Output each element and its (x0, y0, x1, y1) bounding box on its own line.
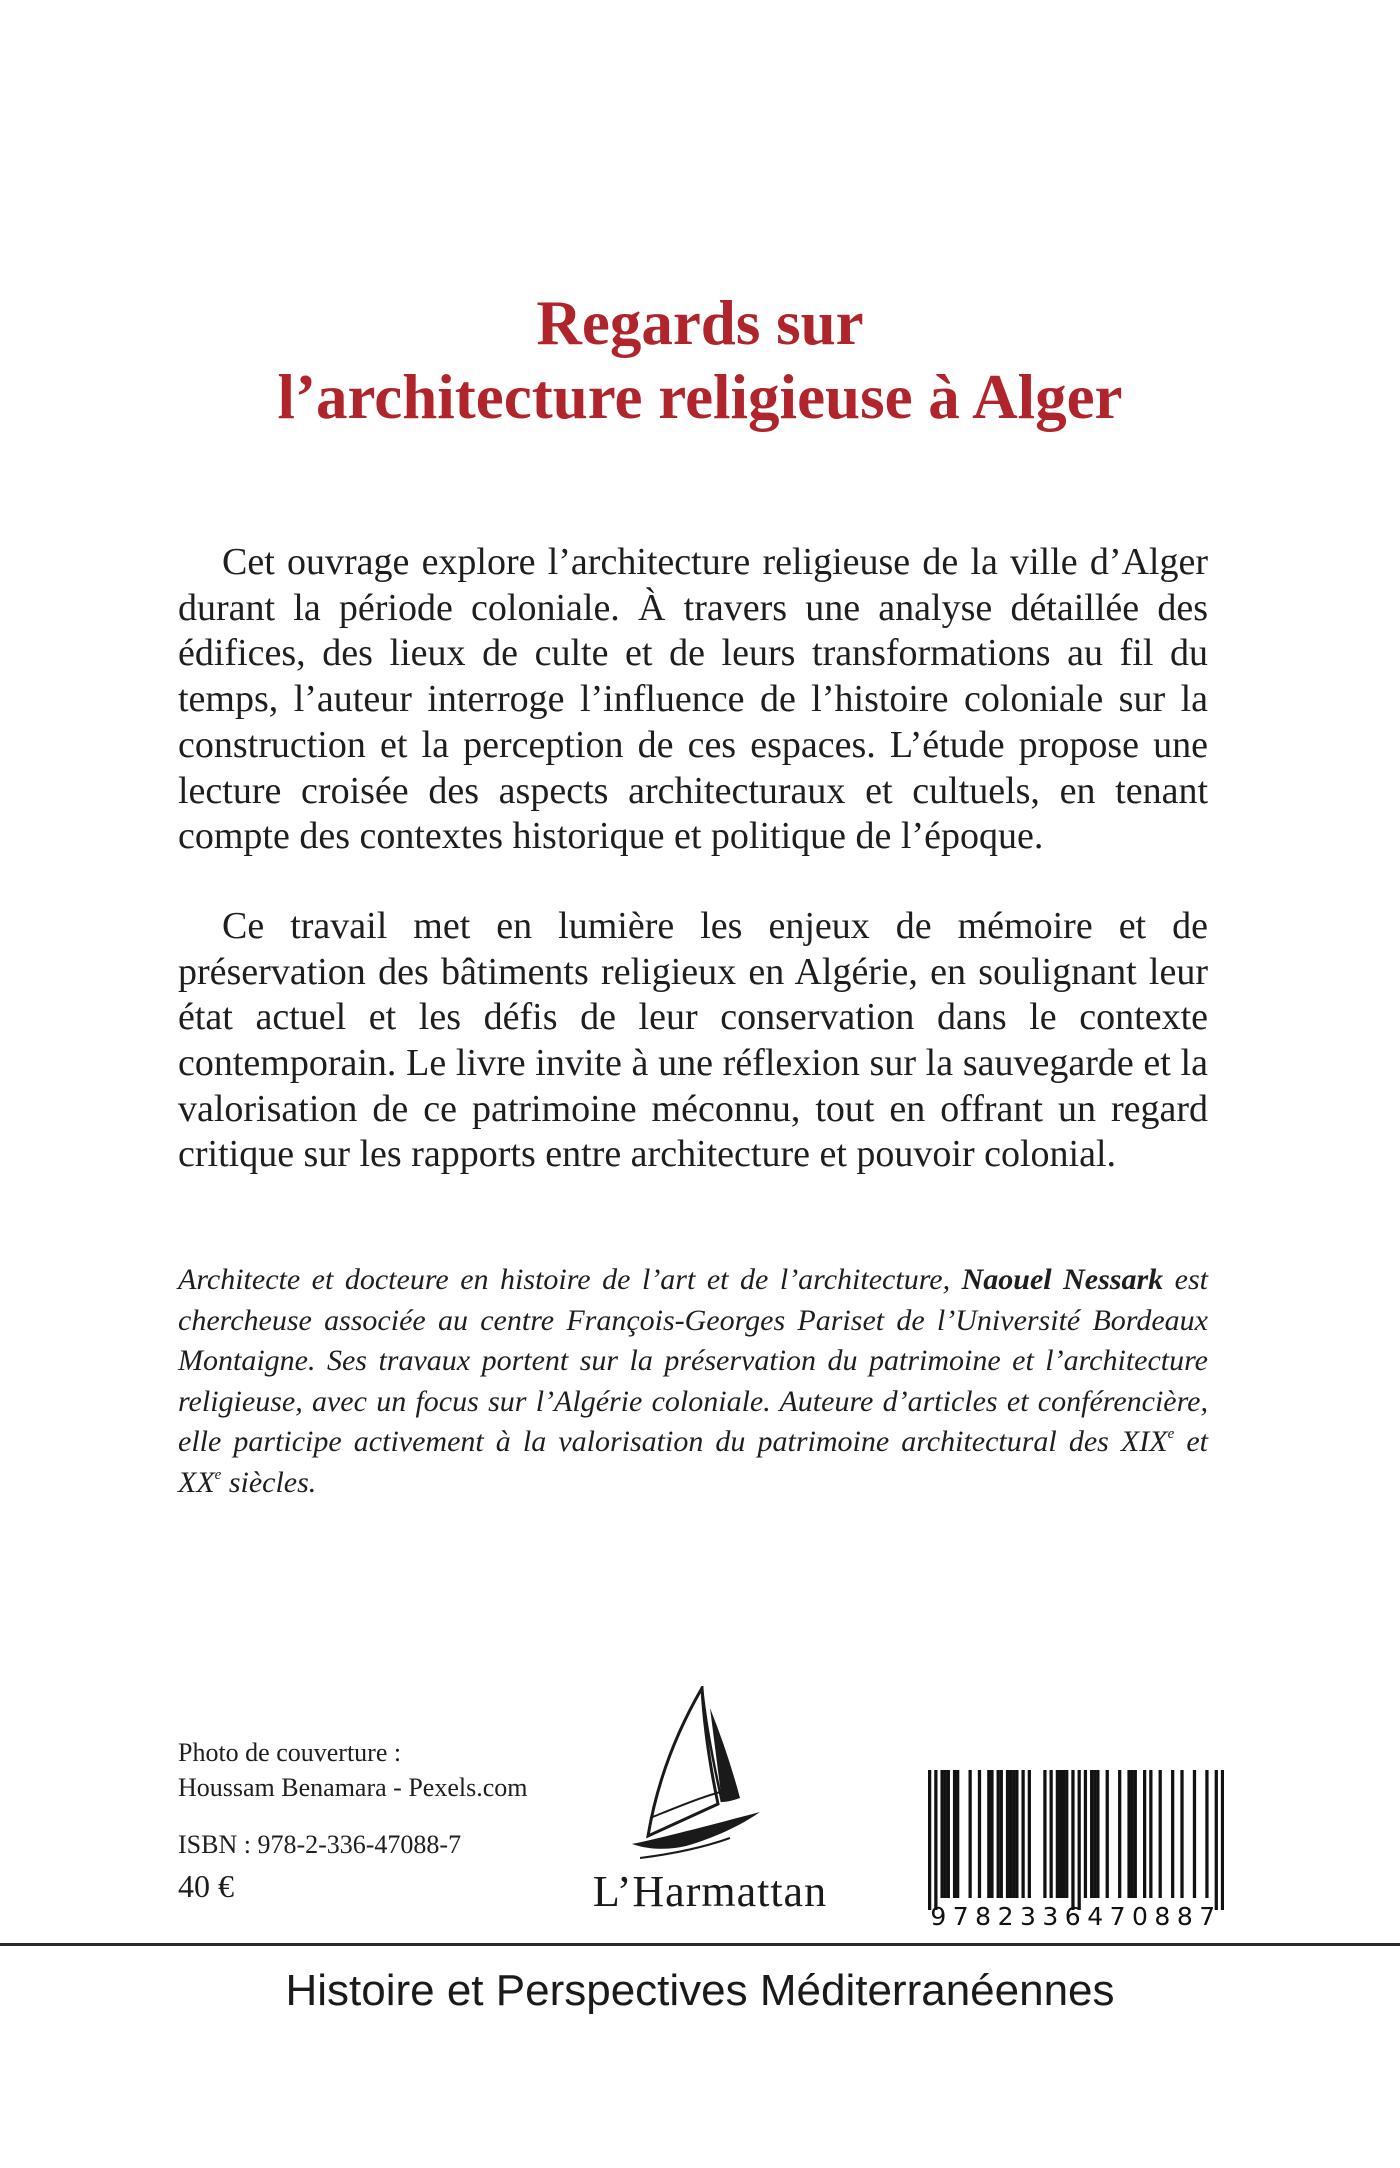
barcode-bar (1131, 1770, 1134, 1898)
barcode-bar (1096, 1770, 1099, 1898)
barcode-bar (1078, 1770, 1081, 1910)
barcode-bar (1043, 1770, 1046, 1898)
photo-credits-name: Houssam Benamara - Pexels.com (178, 1773, 528, 1802)
barcode-bar (969, 1770, 972, 1898)
barcode-bar (1000, 1770, 1003, 1898)
barcode-bar (1021, 1770, 1024, 1898)
barcode-bar (978, 1770, 981, 1898)
bio-superscript-2: e (214, 1466, 222, 1483)
bio-superscript-1: e (1167, 1426, 1175, 1442)
barcode-digits: 9782336470887 (930, 1902, 1222, 1931)
author-name: Naouel Nessark (961, 1263, 1164, 1296)
barcode-bar (1149, 1770, 1152, 1898)
barcode-bar (1127, 1770, 1130, 1898)
barcode-bar (1071, 1770, 1074, 1910)
title-line-1: Regards sur (536, 288, 864, 358)
barcode-bar (1134, 1770, 1137, 1898)
photo-credits-label: Photo de couverture : (178, 1738, 402, 1767)
barcode-bar (1015, 1770, 1018, 1898)
barcode-bar (1009, 1770, 1012, 1898)
barcode-bar (1143, 1770, 1146, 1898)
sailboat-icon (610, 1686, 810, 1876)
barcode-bar (1065, 1770, 1068, 1898)
bio-body: est chercheuse associée au centre François-Georges Pariset de l’Université Bordeaux Montaigne. Ses travaux portent sur la préservation du patrimoine et l’architecture religieuse, avec un focus sur l’Algérie coloniale. Auteure d’articles et conférencière, elle participe activement à la valorisation du patrimoine architectural des XIX (178, 1263, 1208, 1458)
barcode-bar (953, 1770, 956, 1898)
barcode-bar (947, 1770, 950, 1898)
barcode-bar (1221, 1770, 1224, 1910)
series-name: Histoire et Perspectives Méditerranéennes (285, 1966, 1115, 2015)
photo-credits (178, 1735, 527, 1805)
barcode-bar (987, 1770, 990, 1898)
barcode-bar (1059, 1770, 1062, 1898)
barcode-bar (1180, 1770, 1183, 1898)
barcode-bar (1159, 1770, 1162, 1898)
barcode-bar (1050, 1770, 1053, 1898)
barcode-bar (1006, 1770, 1009, 1898)
barcode-bar (940, 1770, 943, 1898)
publisher-logo (580, 1686, 840, 1926)
barcode (928, 1770, 1224, 1910)
barcode-bar (928, 1770, 931, 1910)
barcode-bar (1118, 1770, 1121, 1898)
bio-end: siècles. (221, 1465, 317, 1499)
barcode-bar (1084, 1770, 1087, 1898)
barcode-bar (944, 1770, 947, 1898)
barcode-bar (1056, 1770, 1059, 1898)
barcode-bar (1106, 1770, 1109, 1898)
divider-line (0, 1943, 1400, 1946)
bio-mid: et XX (178, 1425, 1208, 1499)
summary-paragraph-2: Ce travail met en lumière les enjeux de mémoire et de préservation des bâtiments religieux en Algérie, en soulignant leur état actuel et les défis de leur conservation dans le contexte contemporain. Le livre invite à une réflexion sur la sauvegarde et la valorisation de ce patrimoine méconnu, tout en offrant un regard critique sur les rapports entre architecture et pouvoir colonial. (178, 904, 1208, 1176)
barcode-bar (1090, 1770, 1093, 1898)
barcode-bar (1012, 1770, 1015, 1898)
barcode-bar (1193, 1770, 1196, 1898)
barcode-bar (1171, 1770, 1174, 1898)
summary-paragraph-1: Cet ouvrage explore l’architecture religieuse de la ville d’Alger durant la période coloniale. À travers une analyse détaillée des édifices, des lieux de culte et de leurs transformations au fil du temps, l’auteur interroge l’influence de l’histoire coloniale sur la construction et la perception de ces espaces. L’étude propose une lecture croisée des aspects architecturaux et cultuels, en tenant compte des contextes historique et politique de l’époque. (178, 541, 1208, 858)
publisher-name: L’Harmattan (592, 1867, 828, 1916)
author-bio (178, 1260, 1208, 1503)
bio-intro: Architecte et docteure en histoire de l’art et de l’architecture, (178, 1263, 962, 1296)
price: 40 € (178, 1868, 234, 1904)
barcode-bar (1062, 1770, 1065, 1898)
barcode-bar (1205, 1770, 1208, 1898)
isbn: ISBN : 978-2-336-47088-7 (178, 1830, 462, 1859)
barcode-bar (1215, 1770, 1218, 1910)
book-title (0, 286, 1400, 434)
barcode-bar (956, 1770, 959, 1898)
title-line-2: l’architecture religieuse à Alger (277, 362, 1123, 432)
barcode-bar (1093, 1770, 1096, 1898)
book-summary (178, 540, 1208, 1222)
barcode-bar (997, 1770, 1000, 1898)
barcode-bar (990, 1770, 993, 1898)
barcode-bar (1028, 1770, 1031, 1898)
barcode-bar (934, 1770, 937, 1910)
